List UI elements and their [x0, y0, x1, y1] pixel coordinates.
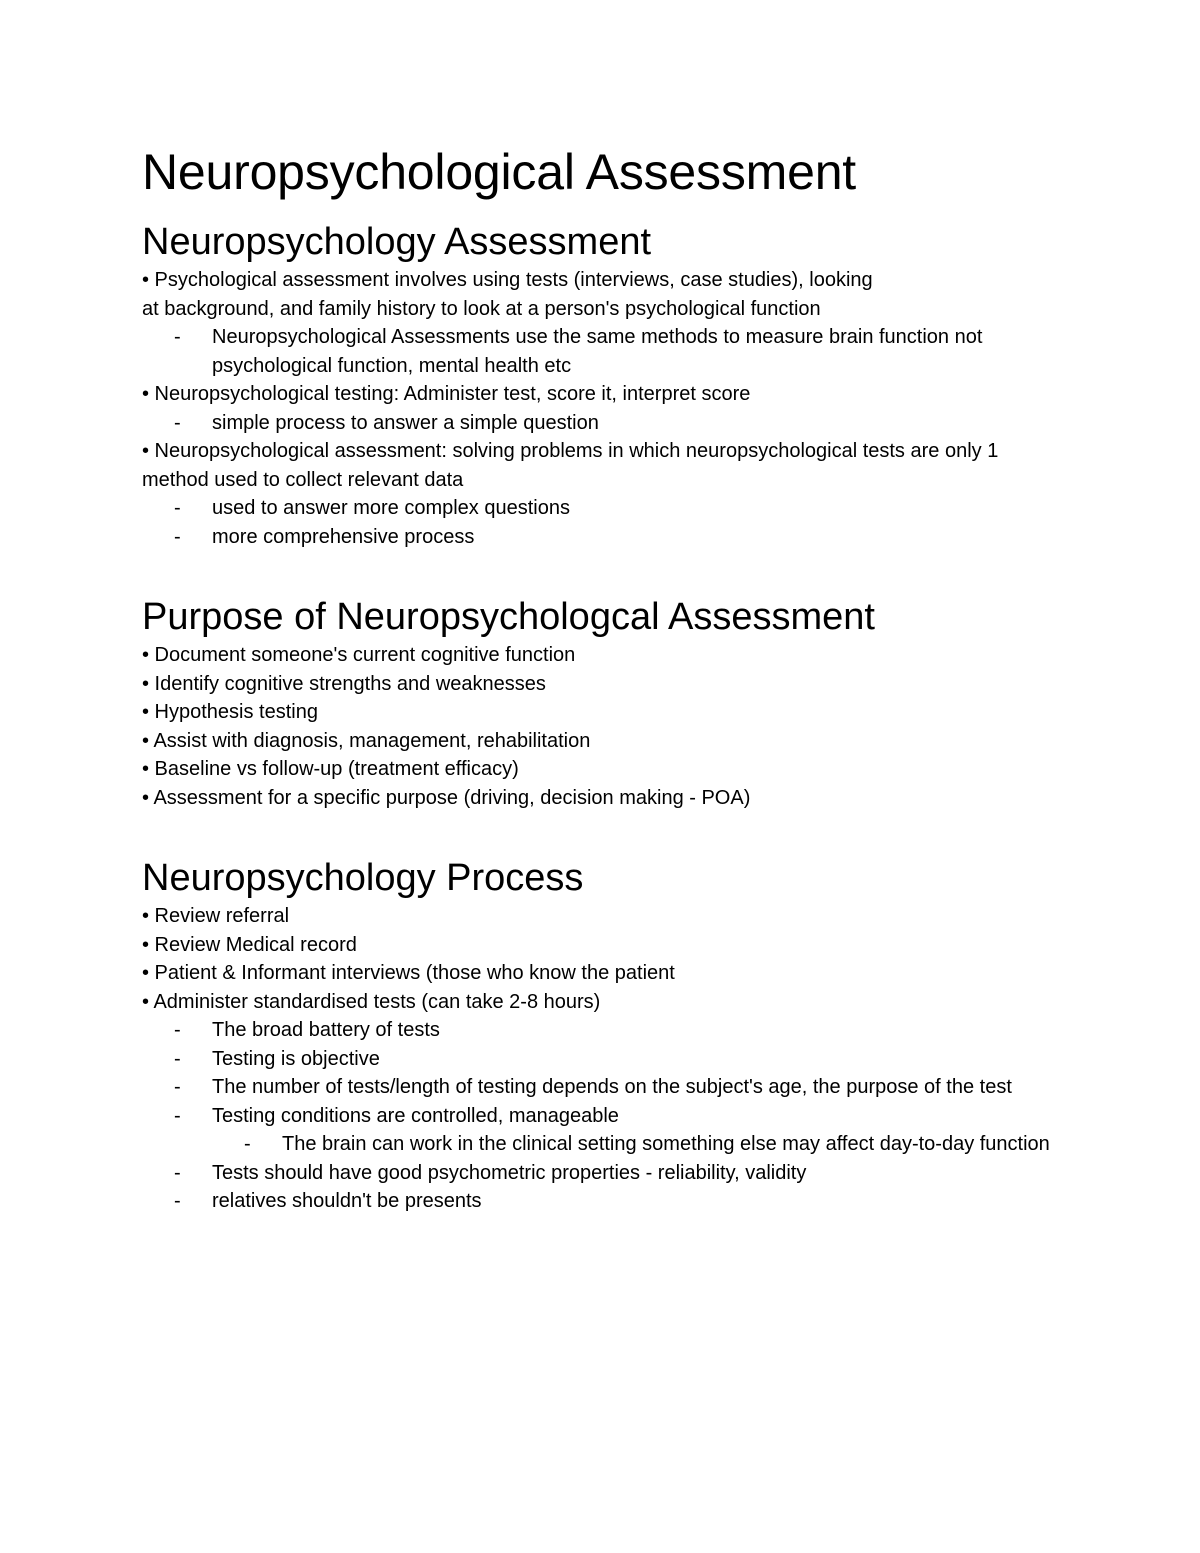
- item-text: Tests should have good psychometric properties - reliability, validity: [212, 1161, 807, 1184]
- item-text: Neuropsychological Assessments use the same methods to measure brain function not psychological function, mental health etc: [212, 326, 983, 377]
- document-title: Neuropsychological Assessment: [142, 144, 856, 200]
- item-text: relatives shouldn't be presents: [212, 1190, 482, 1212]
- sub-bullet-item: [142, 1187, 1062, 1216]
- dash-marker: -: [174, 525, 181, 548]
- sub-bullet-item: [142, 1045, 1062, 1074]
- bullet-line: • Baseline vs follow-up (treatment efficacy): [142, 758, 519, 780]
- item-text: more comprehensive process: [212, 525, 475, 548]
- dash-marker: -: [174, 326, 181, 348]
- section-heading: Purpose of Neuropsychologcal Assessment: [142, 596, 875, 638]
- bullet-line: • Neuropsychological testing: Administer test, score it, interpret score: [142, 383, 751, 405]
- dash-marker: -: [174, 1047, 181, 1070]
- dash-marker: -: [174, 1190, 181, 1212]
- bullet-line: • Psychological assessment involves using tests (interviews, case studies), looking: [142, 269, 873, 291]
- dash-marker: -: [244, 1133, 251, 1155]
- dash-marker: -: [174, 1076, 181, 1098]
- bullet-line: • Hypothesis testing: [142, 701, 318, 723]
- item-text: simple process to answer a simple question: [212, 411, 599, 434]
- bullet-line: • Review Medical record: [142, 933, 357, 956]
- document-body: [142, 218, 1062, 1216]
- sub-bullet-item: [142, 1102, 1062, 1131]
- bullet-line: • Assessment for a specific purpose (driving, decision making - POA): [142, 786, 751, 809]
- item-text: The brain can work in the clinical setting something else may affect day-to-day function: [282, 1133, 1050, 1155]
- item-text: The number of tests/length of testing depends on the subject's age, the purpose of the test: [212, 1076, 1012, 1098]
- dash-marker: -: [174, 497, 181, 519]
- sub-bullet-item: [142, 523, 1062, 552]
- item-text: The broad battery of tests: [212, 1019, 440, 1041]
- dash-marker: -: [174, 1161, 181, 1184]
- section-heading: Neuropsychology Assessment: [142, 221, 652, 263]
- section-1: [142, 218, 1062, 551]
- section-2: [142, 593, 1062, 812]
- dash-marker: -: [174, 1019, 181, 1041]
- sub-bullet-item: [142, 409, 1062, 438]
- dash-marker: -: [174, 411, 181, 434]
- bullet-line: • Document someone's current cognitive function: [142, 644, 576, 666]
- sub-bullet-item: [142, 1016, 1062, 1045]
- bullet-line: • Patient & Informant interviews (those who know the patient: [142, 962, 675, 984]
- sub-bullet-item: [142, 1159, 1062, 1188]
- dash-marker: -: [174, 1104, 181, 1127]
- item-text: used to answer more complex questions: [212, 497, 570, 519]
- bullet-line: • Assist with diagnosis, management, rehabilitation: [142, 729, 591, 752]
- sub-bullet-item: [142, 1073, 1062, 1102]
- document-page: [142, 140, 1062, 1258]
- sub-sub-bullet-item: [142, 1130, 1062, 1159]
- bullet-line: • Neuropsychological assessment: solving problems in which neuropsychological tests are only 1 method used to collect relevant data: [142, 440, 999, 491]
- section-heading: Neuropsychology Process: [142, 857, 584, 899]
- item-text: Testing is objective: [212, 1047, 380, 1070]
- sub-bullet-item: [142, 323, 1062, 380]
- item-text: Testing conditions are controlled, manageable: [212, 1104, 619, 1127]
- section-3: [142, 854, 1062, 1216]
- bullet-line: • Administer standardised tests (can take 2-8 hours): [142, 990, 601, 1013]
- sub-bullet-item: [142, 494, 1062, 523]
- bullet-line: at background, and family history to look at a person's psychological function: [142, 297, 821, 320]
- bullet-line: • Review referral: [142, 905, 290, 927]
- bullet-line: • Identify cognitive strengths and weaknesses: [142, 672, 546, 695]
